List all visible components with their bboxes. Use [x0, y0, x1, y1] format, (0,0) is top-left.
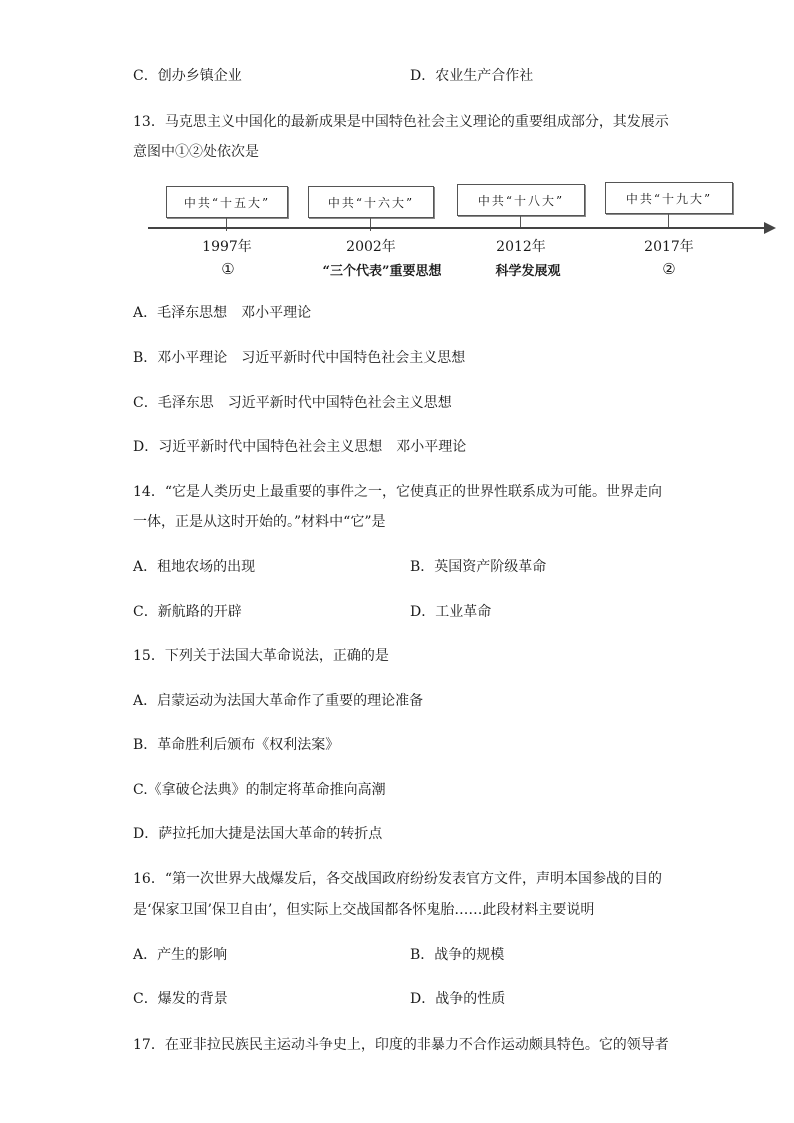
timeline-axis — [148, 227, 768, 229]
timeline-year-4: 2017年 — [644, 239, 694, 255]
timeline-note-1: ① — [221, 260, 235, 278]
q16-option-b: B．战争的规模 — [410, 947, 505, 963]
timeline-box-1: 中共“十五大” — [166, 186, 288, 218]
timeline-tick-4 — [668, 213, 669, 227]
q14-stem-line2: 一体，正是从这时开始的。”材料中“它”是 — [133, 514, 386, 530]
timeline-box-3: 中共“十八大” — [457, 184, 585, 216]
q15-option-c: C.《拿破仑法典》的制定将革命推向高潮 — [133, 782, 386, 798]
timeline-box-4: 中共“十九大” — [605, 182, 733, 214]
q16-option-d: D．战争的性质 — [410, 991, 506, 1007]
q12-option-c: C．创办乡镇企业 — [133, 68, 242, 84]
timeline-note-3: 科学发展观 — [495, 264, 561, 279]
q14-option-d: D．工业革命 — [410, 604, 492, 620]
q15-option-a: A．启蒙运动为法国大革命作了重要的理论准备 — [133, 693, 424, 709]
q16-option-a: A．产生的影响 — [133, 947, 228, 963]
q13-option-c: C．毛泽东思 习近平新时代中国特色社会主义思想 — [133, 395, 452, 411]
q17-stem-line1: 17．在亚非拉民族民主运动斗争史上，印度的非暴力不合作运动颇具特色。它的领导者 — [133, 1037, 669, 1053]
q13-option-b: B．邓小平理论 习近平新时代中国特色社会主义思想 — [133, 350, 466, 366]
q14-option-b: B．英国资产阶级革命 — [410, 559, 547, 575]
q13-stem-line2: 意图中①②处依次是 — [133, 144, 259, 160]
q13-option-d: D．习近平新时代中国特色社会主义思想 邓小平理论 — [133, 439, 467, 455]
q12-option-d: D．农业生产合作社 — [410, 68, 534, 84]
timeline-note-2: “三个代表”重要思想 — [322, 264, 442, 279]
q15-stem: 15．下列关于法国大革命说法，正确的是 — [133, 648, 389, 664]
timeline-year-3: 2012年 — [496, 239, 546, 255]
q16-option-c: C．爆发的背景 — [133, 991, 228, 1007]
q13-option-a: A．毛泽东思想 邓小平理论 — [133, 305, 312, 321]
q14-option-a: A．租地农场的出现 — [133, 559, 256, 575]
q15-option-d: D．萨拉托加大捷是法国大革命的转折点 — [133, 826, 383, 842]
q15-option-b: B．革命胜利后颁布《权利法案》 — [133, 737, 340, 753]
timeline-year-2: 2002年 — [346, 239, 396, 255]
timeline-box-2: 中共“十六大” — [308, 186, 434, 218]
q16-stem-line1: 16．“第一次世界大战爆发后，各交战国政府纷纷发表官方文件，声明本国参战的目的 — [133, 871, 662, 887]
timeline-year-1: 1997年 — [202, 239, 252, 255]
q16-stem-line2: 是‘保家卫国’保卫自由’，但实际上交战国都各怀鬼胎……此段材料主要说明 — [133, 902, 595, 918]
q13-stem-line1: 13．马克思主义中国化的最新成果是中国特色社会主义理论的重要组成部分，其发展示 — [133, 114, 669, 130]
timeline-note-4: ② — [662, 260, 676, 278]
q14-option-c: C．新航路的开辟 — [133, 604, 242, 620]
q14-stem-line1: 14．“它是人类历史上最重要的事件之一，它使真正的世界性联系成为可能。世界走向 — [133, 484, 662, 500]
q13-timeline-diagram — [148, 180, 778, 285]
timeline-arrow-icon — [764, 222, 776, 234]
